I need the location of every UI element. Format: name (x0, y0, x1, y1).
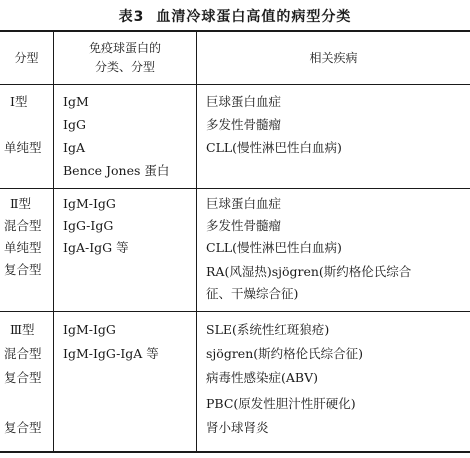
table-number: 表3 (118, 9, 145, 25)
disease-cell: RA(风湿热)sjögren(斯约格伦氏综合 (206, 264, 412, 279)
column-divider (196, 32, 197, 451)
immunoglobulin-cell: IgM-IgG (63, 196, 116, 211)
immunoglobulin-cell: IgM-IgG-IgA 等 (63, 346, 159, 361)
type-cell: 单纯型 (4, 140, 42, 155)
disease-cell: 多发性骨髓瘤 (206, 218, 282, 233)
immunoglobulin-cell: IgA-IgG 等 (63, 240, 129, 255)
header-immunoglobulin-line1: 免疫球蛋白的 (88, 41, 161, 55)
header-immunoglobulin-line2: 分类、分型 (94, 60, 155, 74)
type-cell: Ⅰ型 (10, 94, 28, 109)
disease-cell: 巨球蛋白血症 (206, 94, 282, 109)
disease-cell: PBC(原发性胆汁性肝硬化) (206, 396, 356, 411)
immunoglobulin-cell: IgG-IgG (63, 218, 114, 233)
header-rule (0, 84, 470, 85)
disease-cell: 巨球蛋白血症 (206, 196, 282, 211)
type-cell: 复合型 (4, 370, 42, 385)
disease-cell: 病毒性感染症(ABV) (206, 370, 318, 385)
disease-cell: CLL(慢性淋巴性白血病) (206, 240, 342, 255)
type-cell: 混合型 (4, 218, 42, 233)
immunoglobulin-cell: IgM-IgG (63, 322, 116, 337)
disease-cell: 肾小球肾炎 (206, 420, 269, 435)
header-disease: 相关疾病 (309, 51, 358, 65)
header-type: 分型 (14, 51, 39, 65)
table-title (0, 6, 470, 26)
immunoglobulin-cell: IgG (63, 117, 86, 132)
table-title-text: 血清冷球蛋白高值的病型分类 (156, 9, 352, 25)
type-cell: Ⅱ型 (10, 196, 31, 211)
bottom-rule (0, 451, 470, 453)
immunoglobulin-cell: IgA (63, 140, 85, 155)
disease-cell: sjögren(斯约格伦氏综合征) (206, 346, 363, 361)
group-separator (0, 188, 470, 189)
disease-cell: 多发性骨髓瘤 (206, 117, 282, 132)
type-cell: 复合型 (4, 420, 42, 435)
disease-cell: CLL(慢性淋巴性白血病) (206, 140, 342, 155)
immunoglobulin-cell: Bence Jones 蛋白 (63, 163, 170, 178)
type-cell: Ⅲ型 (10, 322, 35, 337)
type-cell: 复合型 (4, 262, 42, 277)
immunoglobulin-cell: IgM (63, 94, 89, 109)
top-rule (0, 30, 470, 32)
group-separator (0, 311, 470, 312)
type-cell: 单纯型 (4, 240, 42, 255)
disease-cell: SLE(系统性红斑狼疮) (206, 322, 330, 337)
column-divider (53, 32, 54, 451)
type-cell: 混合型 (4, 346, 42, 361)
disease-cell: 征、干燥综合征) (206, 286, 299, 301)
